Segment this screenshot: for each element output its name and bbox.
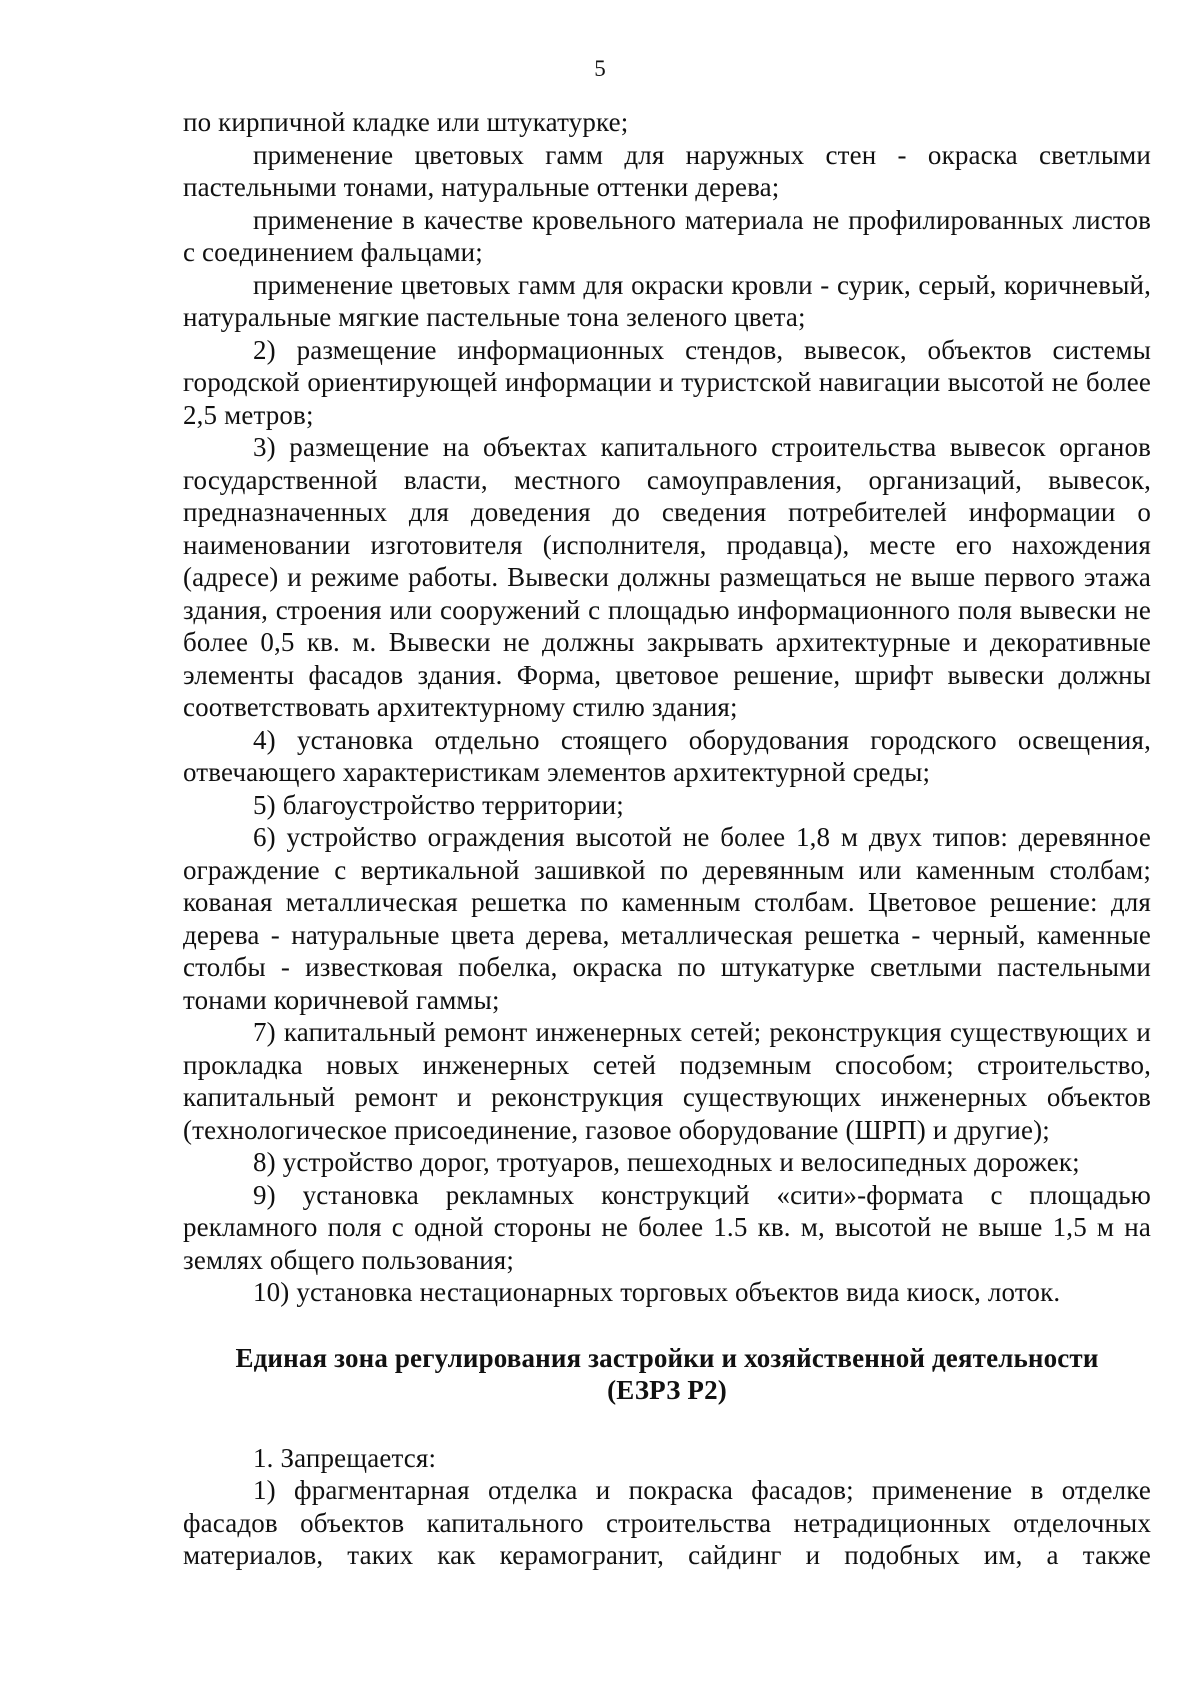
paragraph: применение цветовых гамм для окраски кровли - сурик, серый, коричневый, натуральные мягкие пастельные тона зеленого цвета; — [183, 269, 1151, 332]
paragraph: 5) благоустройство территории; — [253, 789, 624, 820]
paragraph: применение в качестве кровельного материала не профилированных листов с соединением фальцами; — [183, 204, 1151, 267]
paragraph: 3) размещение на объектах капитального строительства вывесок органов государственной власти, местного самоуправления, организаций, вывесок, предназначенных для доведения до сведения потребителей информации о наименовании изготовителя (исполнителя, продавца), месте его нахождения (адресе) и режиме работы. Вывески должны размещаться не выше первого этажа здания, строения или сооружений с площадью информационного поля вывески не более 0,5 кв. м. Вывески не должны закрывать архитектурные и декоративные элементы фасадов здания. Форма, цветовое решение, шрифт вывески должны соответствовать архитектурному стилю здания; — [183, 432, 1151, 722]
section-heading-code: (ЕЗРЗ Р2) — [607, 1375, 727, 1405]
section-heading-line: Единая зона регулирования застройки и хозяйственной деятельности — [235, 1342, 1099, 1373]
page-number: 5 — [594, 56, 606, 81]
paragraph: 2) размещение информационных стендов, вывесок, объектов системы городской ориентирующей информации и туристской навигации высотой не более 2,5 метров; — [183, 334, 1151, 430]
paragraph: применение цветовых гамм для наружных стен - окраска светлыми пастельными тонами, натуральные оттенки дерева; — [183, 139, 1151, 202]
paragraph: по кирпичной кладке или штукатурке; — [183, 107, 629, 137]
paragraph-continued: 1) фрагментарная отделка и покраска фасадов; применение в отделке фасадов объектов капитального строительства нетрадиционных отделочных материалов, таких как керамогранит, сайдинг и подобных им, а также — [183, 1475, 1151, 1570]
paragraph: 4) установка отдельно стоящего оборудования городского освещения, отвечающего характеристикам элементов архитектурной среды; — [183, 724, 1151, 787]
document-body — [183, 106, 1151, 1572]
paragraph: 1. Запрещается: — [253, 1442, 437, 1473]
paragraph: 9) установка рекламных конструкций «сити»-формата с площадью рекламного поля с одной стороны не более 1.5 кв. м, высотой не выше 1,5 м на землях общего пользования; — [183, 1179, 1151, 1275]
section-heading — [183, 1342, 1151, 1407]
paragraph: 7) капитальный ремонт инженерных сетей; реконструкция существующих и прокладка новых инженерных сетей подземным способом; строительство, капитальный ремонт и реконструкция существующих инженерных объектов (технологическое присоединение, газовое оборудование (ШРП) и другие); — [183, 1017, 1151, 1145]
paragraph: 10) установка нестационарных торговых объектов вида киоск, лоток. — [253, 1277, 1061, 1307]
paragraph: 6) устройство ограждения высотой не более 1,8 м двух типов: деревянное ограждение с вертикальной зашивкой по деревянным или каменным столбам; кованая металлическая решетка по каменным столбам. Цветовое решение: для дерева - натуральные цвета дерева, металлическая решетка - черный, каменные столбы - известковая побелка, окраска по штукатурке светлыми пастельными тонами коричневой гаммы; — [183, 822, 1151, 1015]
paragraph: 8) устройство дорог, тротуаров, пешеходных и велосипедных дорожек; — [253, 1147, 1080, 1177]
